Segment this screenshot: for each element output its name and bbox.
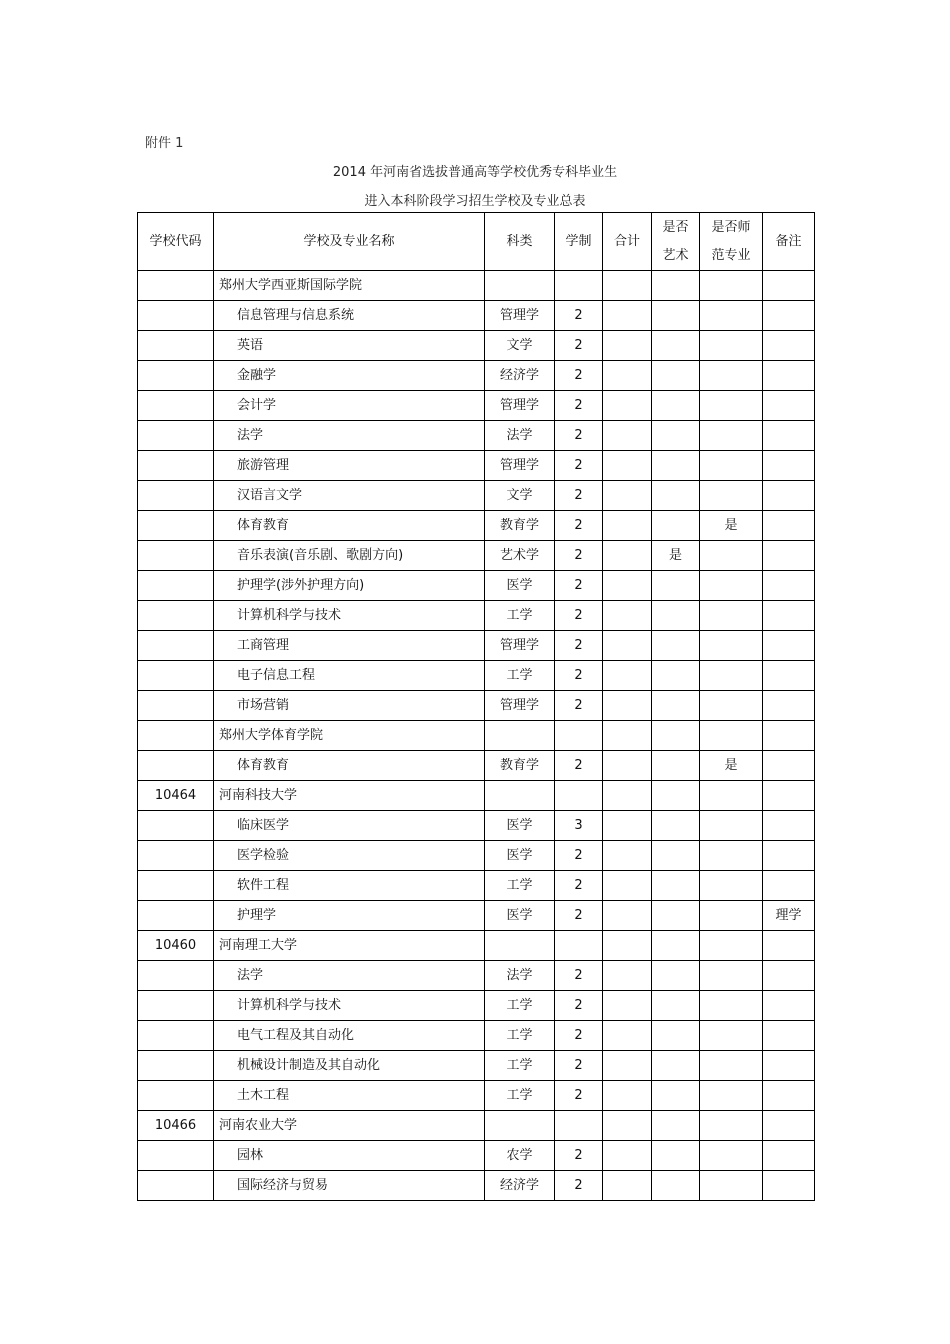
cell-school-code [138,451,214,481]
cell-total [603,901,652,931]
cell-is-art [652,601,700,631]
cell-category: 医学 [485,901,555,931]
major-name: 音乐表演(音乐剧、歌剧方向) [214,541,485,571]
major-name: 法学 [214,421,485,451]
cell-remark [763,1081,815,1111]
cell-school-code [138,541,214,571]
cell-years: 2 [555,871,603,901]
cell-total [603,1081,652,1111]
major-row [138,991,815,1021]
header-is-normal-line-1: 是否师 [711,219,751,235]
cell-school-code [138,331,214,361]
cell-is-art [652,661,700,691]
cell-category: 医学 [485,811,555,841]
cell-remark [763,931,815,961]
cell-is-normal [700,361,763,391]
cell-is-normal [700,1111,763,1141]
header-school-code: 学校代码 [138,213,214,271]
cell-remark [763,361,815,391]
cell-remark [763,961,815,991]
cell-category: 管理学 [485,631,555,661]
cell-total [603,1051,652,1081]
cell-is-art [652,931,700,961]
cell-years: 2 [555,631,603,661]
cell-years: 2 [555,691,603,721]
cell-is-art [652,481,700,511]
cell-is-normal [700,991,763,1021]
cell-category: 文学 [485,331,555,361]
cell-years [555,931,603,961]
cell-is-normal [700,271,763,301]
cell-years: 2 [555,961,603,991]
cell-school-code [138,391,214,421]
header-years: 学制 [555,213,603,271]
cell-total [603,661,652,691]
major-name: 园林 [214,1141,485,1171]
major-name: 国际经济与贸易 [214,1171,485,1201]
cell-total [603,751,652,781]
cell-is-art [652,451,700,481]
cell-category: 工学 [485,601,555,631]
cell-is-art: 是 [652,541,700,571]
cell-is-art [652,361,700,391]
major-name: 机械设计制造及其自动化 [214,1051,485,1081]
cell-is-normal [700,1051,763,1081]
major-name: 市场营销 [214,691,485,721]
cell-years: 2 [555,1141,603,1171]
header-is-art [652,213,700,271]
cell-remark [763,421,815,451]
cell-is-art [652,421,700,451]
major-row [138,871,815,901]
admissions-table [137,212,815,1201]
table-body [138,271,815,1201]
header-row [138,213,815,271]
cell-school-code [138,571,214,601]
cell-years [555,781,603,811]
cell-total [603,811,652,841]
cell-category: 管理学 [485,301,555,331]
school-name: 河南科技大学 [214,781,485,811]
cell-is-art [652,781,700,811]
cell-remark [763,601,815,631]
major-row [138,421,815,451]
cell-school-code [138,1081,214,1111]
cell-years: 2 [555,991,603,1021]
cell-school-code [138,1141,214,1171]
major-row [138,691,815,721]
cell-is-art [652,1111,700,1141]
cell-remark [763,991,815,1021]
cell-total [603,331,652,361]
cell-remark [763,751,815,781]
cell-is-art [652,1051,700,1081]
major-row [138,601,815,631]
cell-is-art [652,271,700,301]
cell-total [603,691,652,721]
cell-is-normal [700,391,763,421]
cell-school-code [138,1051,214,1081]
cell-is-art [652,1171,700,1201]
major-row [138,571,815,601]
major-row [138,961,815,991]
cell-remark [763,841,815,871]
major-name: 电子信息工程 [214,661,485,691]
cell-years: 2 [555,421,603,451]
cell-school-code [138,691,214,721]
cell-school-code [138,961,214,991]
cell-is-art [652,511,700,541]
major-row [138,661,815,691]
cell-total [603,601,652,631]
major-row [138,391,815,421]
cell-is-art [652,811,700,841]
cell-remark [763,871,815,901]
cell-is-art [652,841,700,871]
major-name: 土木工程 [214,1081,485,1111]
cell-category [485,271,555,301]
major-row [138,451,815,481]
cell-years: 2 [555,751,603,781]
major-name: 法学 [214,961,485,991]
cell-category: 经济学 [485,1171,555,1201]
cell-is-art [652,301,700,331]
cell-is-normal [700,1081,763,1111]
cell-category [485,721,555,751]
cell-total [603,841,652,871]
major-row [138,1081,815,1111]
cell-school-code [138,751,214,781]
major-row [138,301,815,331]
cell-school-code [138,991,214,1021]
cell-school-code [138,361,214,391]
major-row [138,811,815,841]
cell-category: 教育学 [485,511,555,541]
cell-is-normal [700,901,763,931]
major-row [138,1051,815,1081]
cell-is-art [652,751,700,781]
cell-remark [763,1051,815,1081]
cell-is-normal [700,871,763,901]
major-name: 信息管理与信息系统 [214,301,485,331]
cell-category: 工学 [485,1081,555,1111]
cell-school-code: 10464 [138,781,214,811]
cell-is-normal: 是 [700,511,763,541]
cell-total [603,271,652,301]
cell-is-normal [700,781,763,811]
cell-is-normal [700,331,763,361]
cell-total [603,961,652,991]
cell-category: 工学 [485,991,555,1021]
major-name: 英语 [214,331,485,361]
school-row [138,781,815,811]
cell-is-normal [700,661,763,691]
cell-years [555,1111,603,1141]
cell-remark [763,721,815,751]
major-row [138,901,815,931]
cell-remark [763,271,815,301]
cell-school-code [138,871,214,901]
cell-is-art [652,871,700,901]
cell-years: 2 [555,391,603,421]
major-row [138,541,815,571]
cell-remark [763,1171,815,1201]
cell-is-normal [700,481,763,511]
school-row [138,721,815,751]
cell-remark [763,481,815,511]
cell-remark [763,1141,815,1171]
major-row [138,511,815,541]
cell-years: 2 [555,1051,603,1081]
major-row [138,331,815,361]
cell-is-art [652,1141,700,1171]
major-name: 软件工程 [214,871,485,901]
cell-category: 管理学 [485,691,555,721]
major-row [138,841,815,871]
header-remark: 备注 [763,213,815,271]
table-header [138,213,815,271]
cell-school-code [138,841,214,871]
major-row [138,751,815,781]
cell-is-art [652,961,700,991]
cell-category: 工学 [485,661,555,691]
major-name: 医学检验 [214,841,485,871]
major-name: 金融学 [214,361,485,391]
cell-total [603,361,652,391]
cell-is-normal [700,1141,763,1171]
cell-is-normal [700,631,763,661]
cell-school-code [138,301,214,331]
cell-school-code [138,661,214,691]
school-row [138,1111,815,1141]
cell-category: 法学 [485,961,555,991]
major-name: 临床医学 [214,811,485,841]
cell-years: 2 [555,841,603,871]
cell-years: 2 [555,541,603,571]
cell-total [603,301,652,331]
cell-years: 2 [555,571,603,601]
major-row [138,361,815,391]
cell-total [603,391,652,421]
cell-years: 2 [555,301,603,331]
cell-remark [763,1111,815,1141]
cell-remark: 理学 [763,901,815,931]
cell-is-normal [700,451,763,481]
document-title-line-2: 进入本科阶段学习招生学校及专业总表 [364,194,586,209]
cell-is-normal [700,691,763,721]
cell-category: 法学 [485,421,555,451]
cell-category: 工学 [485,871,555,901]
cell-school-code [138,631,214,661]
cell-remark [763,451,815,481]
major-name: 汉语言文学 [214,481,485,511]
cell-total [603,421,652,451]
major-name: 计算机科学与技术 [214,601,485,631]
cell-category: 农学 [485,1141,555,1171]
cell-category [485,931,555,961]
major-name: 体育教育 [214,511,485,541]
major-row [138,1171,815,1201]
cell-school-code: 10466 [138,1111,214,1141]
cell-is-art [652,571,700,601]
cell-school-code [138,1171,214,1201]
header-is-art-line-2: 艺术 [662,247,689,263]
header-total: 合计 [603,213,652,271]
cell-is-art [652,721,700,751]
cell-school-code [138,901,214,931]
major-name: 计算机科学与技术 [214,991,485,1021]
cell-remark [763,631,815,661]
school-row [138,931,815,961]
header-category: 科类 [485,213,555,271]
cell-school-code: 10460 [138,931,214,961]
cell-years: 2 [555,481,603,511]
cell-years: 3 [555,811,603,841]
document-title-line-1: 2014 年河南省选拔普通高等学校优秀专科毕业生 [332,165,618,180]
cell-category: 工学 [485,1021,555,1051]
school-name: 郑州大学体育学院 [214,721,485,751]
cell-years [555,721,603,751]
cell-years: 2 [555,601,603,631]
cell-is-art [652,631,700,661]
cell-total [603,1021,652,1051]
cell-is-art [652,901,700,931]
cell-total [603,1111,652,1141]
cell-category: 经济学 [485,361,555,391]
cell-remark [763,811,815,841]
cell-category: 艺术学 [485,541,555,571]
cell-is-art [652,691,700,721]
cell-is-normal [700,301,763,331]
cell-is-normal [700,601,763,631]
attachment-label: 附件 1 [145,136,184,151]
major-name: 体育教育 [214,751,485,781]
cell-years: 2 [555,661,603,691]
major-name: 电气工程及其自动化 [214,1021,485,1051]
cell-years: 2 [555,331,603,361]
cell-remark [763,571,815,601]
major-row [138,1021,815,1051]
cell-school-code [138,811,214,841]
cell-total [603,721,652,751]
cell-total [603,1141,652,1171]
cell-years: 2 [555,901,603,931]
major-name: 护理学(涉外护理方向) [214,571,485,601]
cell-is-normal [700,931,763,961]
cell-is-art [652,1021,700,1051]
major-name: 护理学 [214,901,485,931]
cell-remark [763,511,815,541]
cell-school-code [138,481,214,511]
cell-category: 教育学 [485,751,555,781]
cell-school-code [138,601,214,631]
cell-school-code [138,1021,214,1051]
cell-school-code [138,271,214,301]
cell-category: 管理学 [485,391,555,421]
cell-is-normal [700,541,763,571]
header-school-and-major: 学校及专业名称 [214,213,485,271]
cell-category: 文学 [485,481,555,511]
cell-is-art [652,391,700,421]
cell-years: 2 [555,451,603,481]
cell-is-art [652,1081,700,1111]
cell-years: 2 [555,361,603,391]
header-is-normal [700,213,763,271]
cell-years: 2 [555,511,603,541]
major-row [138,481,815,511]
cell-is-normal [700,1021,763,1051]
cell-total [603,571,652,601]
cell-total [603,511,652,541]
cell-is-art [652,331,700,361]
cell-years: 2 [555,1021,603,1051]
cell-is-normal [700,1171,763,1201]
cell-total [603,541,652,571]
cell-school-code [138,511,214,541]
major-name: 旅游管理 [214,451,485,481]
cell-category [485,781,555,811]
cell-category [485,1111,555,1141]
cell-total [603,991,652,1021]
header-is-art-line-1: 是否 [662,219,689,235]
school-row [138,271,815,301]
cell-school-code [138,721,214,751]
cell-category: 医学 [485,571,555,601]
cell-total [603,1171,652,1201]
cell-years [555,271,603,301]
school-name: 河南理工大学 [214,931,485,961]
cell-remark [763,391,815,421]
cell-is-normal [700,961,763,991]
cell-is-normal [700,811,763,841]
cell-remark [763,301,815,331]
cell-total [603,631,652,661]
cell-remark [763,541,815,571]
cell-remark [763,781,815,811]
cell-years: 2 [555,1171,603,1201]
cell-remark [763,661,815,691]
cell-remark [763,1021,815,1051]
cell-is-art [652,991,700,1021]
cell-is-normal [700,841,763,871]
school-name: 郑州大学西亚斯国际学院 [214,271,485,301]
header-is-normal-line-2: 范专业 [711,247,751,263]
cell-school-code [138,421,214,451]
major-name: 会计学 [214,391,485,421]
major-row [138,631,815,661]
cell-remark [763,331,815,361]
cell-category: 医学 [485,841,555,871]
school-name: 河南农业大学 [214,1111,485,1141]
cell-total [603,481,652,511]
cell-remark [763,691,815,721]
cell-total [603,931,652,961]
cell-total [603,781,652,811]
cell-is-normal [700,721,763,751]
major-name: 工商管理 [214,631,485,661]
cell-total [603,451,652,481]
cell-is-normal: 是 [700,751,763,781]
major-row [138,1141,815,1171]
cell-is-normal [700,571,763,601]
cell-category: 工学 [485,1051,555,1081]
cell-is-normal [700,421,763,451]
cell-years: 2 [555,1081,603,1111]
cell-category: 管理学 [485,451,555,481]
cell-total [603,871,652,901]
